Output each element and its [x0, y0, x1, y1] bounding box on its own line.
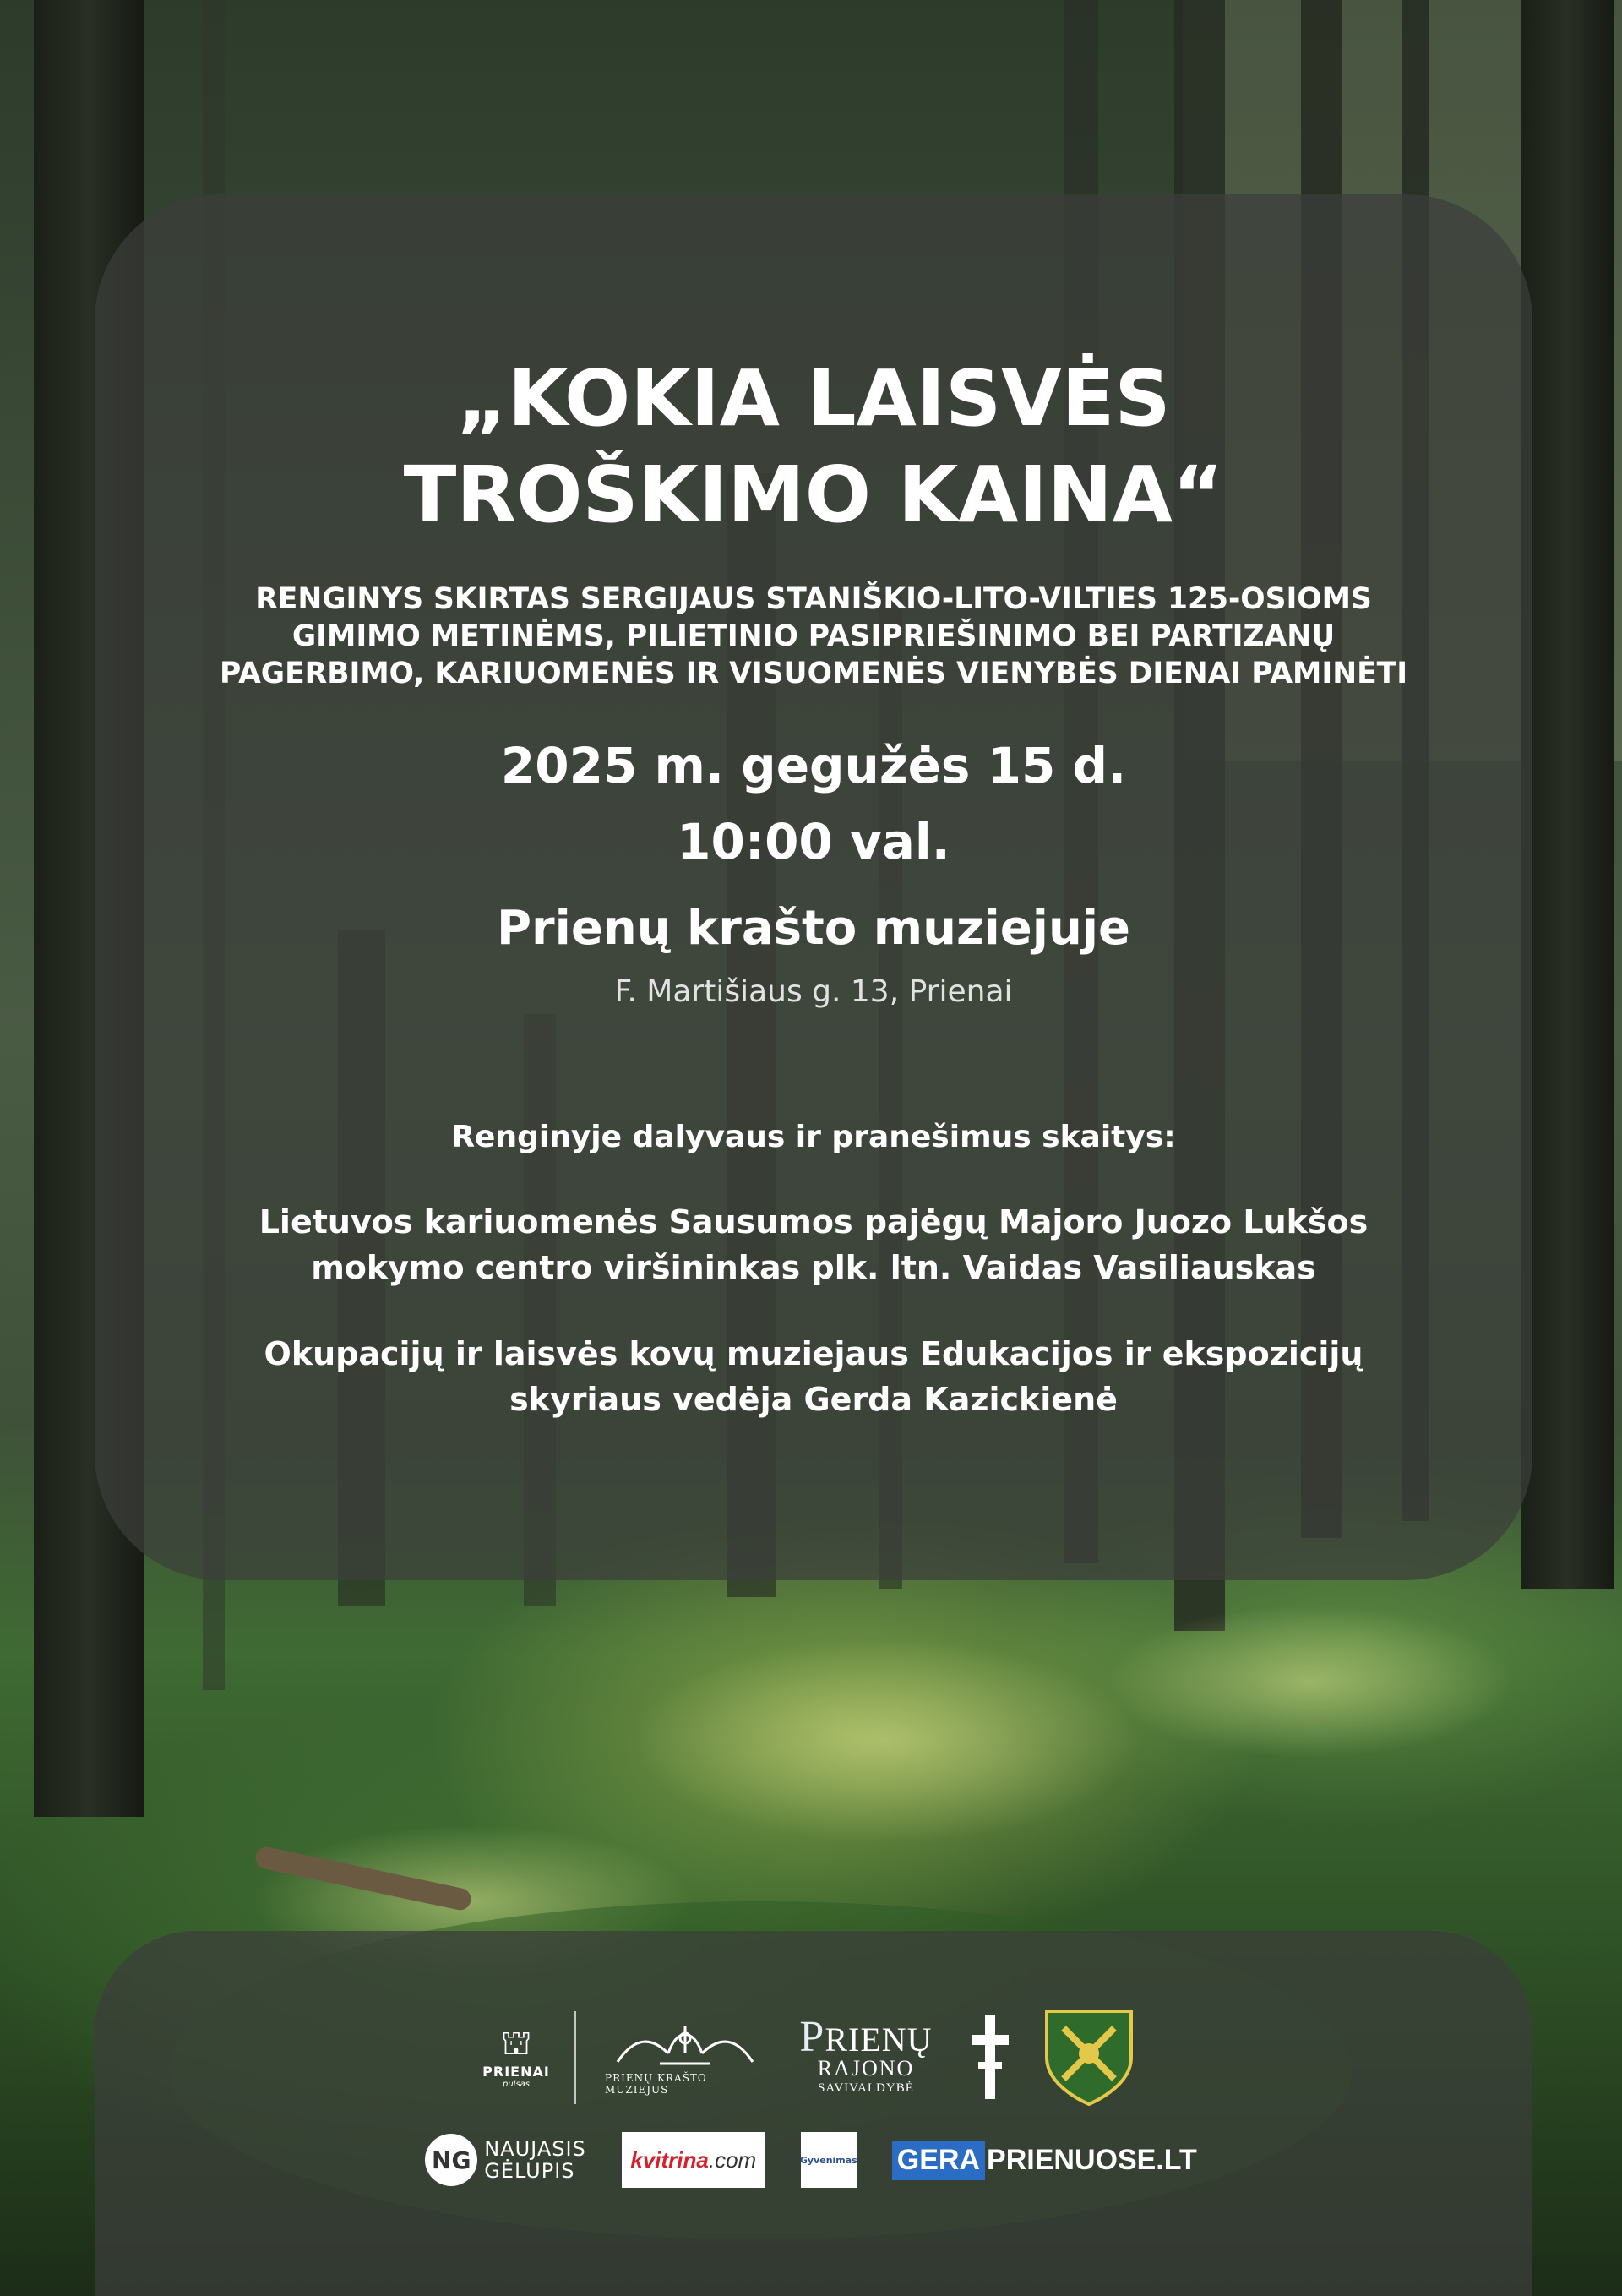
- event-subtitle: [95, 581, 1532, 692]
- ng-text: [484, 2138, 586, 2182]
- speakers-intro: Renginyje dalyvaus ir pranešimus skaitys:: [451, 1120, 1176, 1154]
- event-title: [95, 351, 1532, 543]
- speaker-2-line-2: skyriaus vedėja Gerda Kazickienė: [509, 1381, 1118, 1418]
- event-subtitle-line-1: RENGINYS SKIRTAS SERGIJAUS STANIŠKIO-LITO-VILTIES 125-OSIOMS: [255, 582, 1372, 616]
- kvitrina-logo-domain: .com: [708, 2146, 757, 2173]
- ng-text-line-1: NAUJASIS: [484, 2137, 586, 2161]
- speaker-2-line-1: Okupacijų ir laisvės kovų muziejaus Edukacijos ir ekspozicijų: [264, 1335, 1363, 1372]
- municipality-logo-line-2: RAJONO: [817, 2055, 915, 2081]
- event-address: F. Martišiaus g. 13, Prienai: [614, 974, 1013, 1009]
- speaker-2: [95, 1331, 1532, 1422]
- kvitrina-logo-text: [630, 2147, 756, 2173]
- museum-logo: [605, 2020, 765, 2096]
- ng-text-line-2: GĖLUPIS: [484, 2159, 575, 2183]
- event-subtitle-line-2: GIMIMO METINĖMS, PILIETINIO PASIPRIEŠINIMO BEI PARTIZANŲ: [291, 619, 1336, 653]
- municipality-logo-name: RIENŲ: [825, 2020, 933, 2059]
- event-subtitle-line-3: PAGERBIMO, KARIUOMENĖS IR VISUOMENĖS VIENYBĖS DIENAI PAMINĖTI: [219, 657, 1408, 690]
- ng-badge: NG: [425, 2134, 477, 2186]
- city-crest-icon: ⛫: [500, 2024, 532, 2063]
- event-time: 10:00 val.: [677, 813, 950, 870]
- military-logo: [1042, 2007, 1135, 2108]
- cross-icon: [966, 2011, 1014, 2104]
- event-title-line-1: „KOKIA LAISVĖS: [456, 353, 1171, 444]
- kvitrina-logo: [622, 2132, 765, 2188]
- event-date: 2025 m. gegužės 15 d.: [500, 737, 1127, 794]
- speaker-1-line-1: Lietuvos kariuomenės Sausumos pajėgų Majoro Juozo Lukšos: [259, 1203, 1369, 1241]
- gyvenimas-logo-label: Gyvenimas: [799, 2154, 857, 2166]
- prienai-logo-label: PRIENAI: [482, 2064, 550, 2080]
- media-partner-logos: [0, 2130, 1622, 2190]
- prienai-logo: [482, 2024, 550, 2089]
- speaker-1-line-2: mokymo centro viršininkas plk. ltn. Vaidas Vasiliauskas: [311, 1249, 1316, 1286]
- speaker-1: [95, 1199, 1532, 1290]
- military-shield-icon: [1042, 2007, 1135, 2108]
- museum-logo-label: PRIENŲ KRAŠTO MUZIEJUS: [605, 2072, 707, 2096]
- gera-prienuose-logo-part-1: GERA: [892, 2141, 985, 2180]
- poster-text: [95, 194, 1532, 1422]
- event-title-line-2: TROŠKIMO KAINA“: [403, 450, 1224, 540]
- prienai-logo-sub: pulsas: [502, 2080, 530, 2089]
- municipality-logo-line-3: SAVIVALDYBĖ: [818, 2081, 914, 2095]
- museum-ornament-icon: [609, 2020, 761, 2072]
- municipality-logo: [794, 2012, 938, 2096]
- gera-prienuose-logo: [892, 2141, 1197, 2180]
- gyvenimas-logo: [801, 2132, 857, 2188]
- sponsors-panel: [95, 1931, 1532, 2296]
- gera-prienuose-logo-part-2: PRIENUOSE.LT: [987, 2143, 1197, 2176]
- municipality-logo-initial: P: [799, 2012, 825, 2061]
- organizer-logos: [0, 2007, 1622, 2108]
- logo-divider: [574, 2011, 576, 2104]
- cross-logo: [966, 2011, 1014, 2104]
- naujasis-gelupis-logo: [425, 2134, 586, 2186]
- municipality-logo-line-1: [799, 2012, 933, 2061]
- kvitrina-logo-name: kvitrina: [630, 2146, 709, 2173]
- event-venue: Prienų krašto muziejuje: [496, 901, 1130, 956]
